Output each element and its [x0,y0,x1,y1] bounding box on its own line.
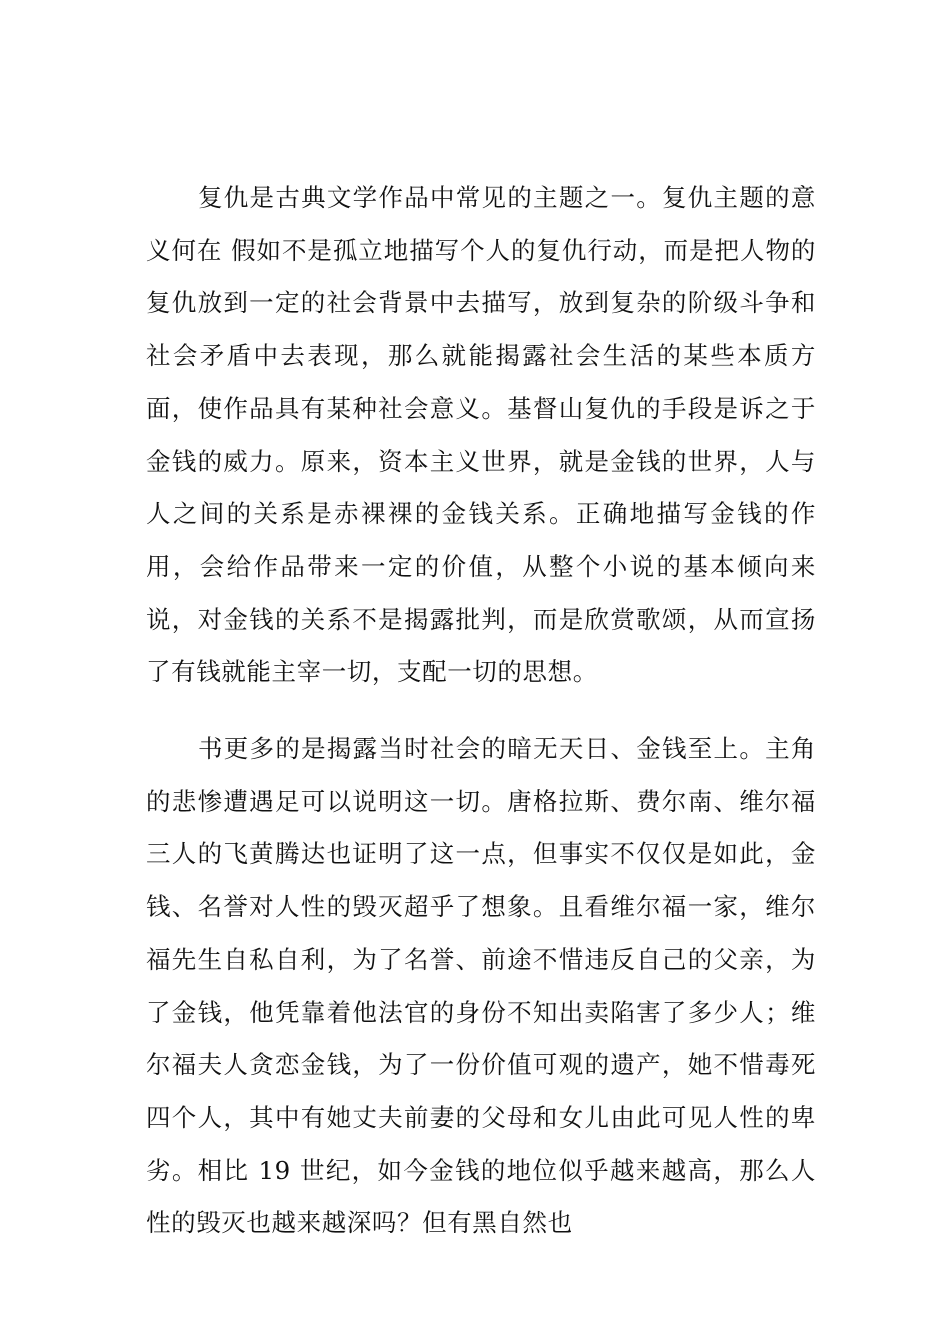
body-paragraph: 书更多的是揭露当时社会的暗无天日、金钱至上。主角的悲惨遭遇足可以说明这一切。唐格拉斯、费尔南、维尔福三人的飞黄腾达也证明了这一点，但事实不仅仅是如此，金钱、名誉对人性的毁灭超乎了想象。且看维尔福一家，维尔福先生自私自利，为了名誉、前途不惜违反自己的父亲，为了金钱，他凭靠着他法官的身份不知出卖陷害了多少人；维尔福夫人贪恋金钱，为了一份价值可观的遗产，她不惜毒死四个人，其中有她丈夫前妻的父母和女儿由此可见人性的卑劣。相比 19 世纪，如今金钱的地位似乎越来越高，那么人性的毁灭也越来越深吗？但有黑自然也 [146,734,816,1238]
body-paragraph: 复仇是古典文学作品中常见的主题之一。复仇主题的意义何在 假如不是孤立地描写个人的复仇行动，而是把人物的复仇放到一定的社会背景中去描写，放到复杂的阶级斗争和社会矛盾中去表现，那么就能揭露社会生活的某些本质方面，使作品具有某种社会意义。基督山复仇的手段是诉之于金钱的威力。原来，资本主义世界，就是金钱的世界，人与人之间的关系是赤裸裸的金钱关系。正确地描写金钱的作用，会给作品带来一定的价值，从整个小说的基本倾向来说，对金钱的关系不是揭露批判，而是欣赏歌颂，从而宣扬了有钱就能主宰一切，支配一切的思想。 [146,183,816,687]
